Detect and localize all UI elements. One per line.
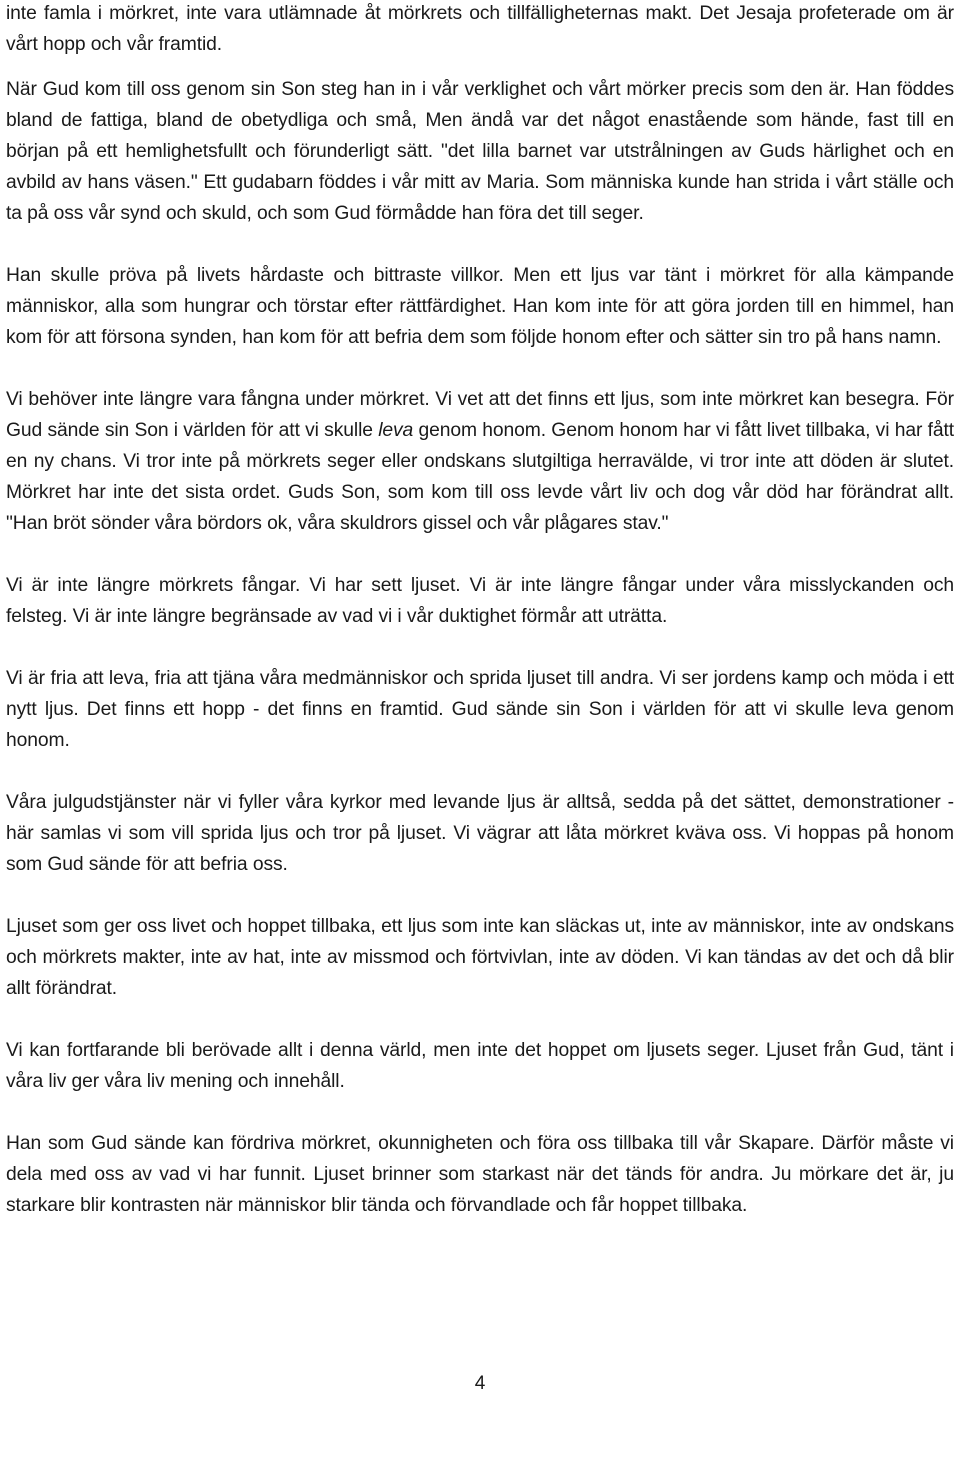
document-page bbox=[6, 0, 954, 1221]
paragraph-10: Han som Gud sände kan fördriva mörkret, okunnigheten och föra oss tillbaka till vår Skapare. Därför måste vi dela med oss av vad vi har funnit. Ljuset brinner som starkast när det tänds för andra. Ju mörkare det är, ju starkare blir kontrasten när människor blir tända och förvandlade och får hoppet tillbaka. bbox=[6, 1133, 954, 1216]
paragraph-9: Vi kan fortfarande bli berövade allt i denna värld, men inte det hoppet om ljusets seger. Ljuset från Gud, tänt i våra liv ger våra liv mening och innehåll. bbox=[6, 1040, 954, 1092]
paragraph-7: Våra julgudstjänster när vi fyller våra kyrkor med levande ljus är alltså, sedda på det sättet, demonstrationer - här samlas vi som vill sprida ljus och tror på ljuset. Vi vägrar att låta mörkret kväva oss. Vi hoppas på honom som Gud sände för att befria oss. bbox=[6, 792, 954, 875]
paragraph-4 bbox=[6, 384, 954, 539]
paragraph-5: Vi är inte längre mörkrets fångar. Vi har sett ljuset. Vi är inte längre fångar under våra misslyckanden och felsteg. Vi är inte längre begränsade av vad vi i vår duktighet förmår att uträtta. bbox=[6, 575, 954, 627]
paragraph-6: Vi är fria att leva, fria att tjäna våra medmänniskor och sprida ljuset till andra. Vi ser jordens kamp och möda i ett nytt ljus. Det finns ett hopp - det finns en framtid. Gud sände sin Son i världen för att vi skulle leva genom honom. bbox=[6, 668, 954, 751]
paragraph-4-text-start: Vi behöver inte längre vara fångna under mörkret. Vi vet att det finns ett ljus, som inte mörkret kan besegra. För Gud sände sin Son i världen för att vi skulle bbox=[6, 389, 954, 441]
paragraph-4-italic-word: leva bbox=[378, 420, 414, 441]
paragraph-3: Han skulle pröva på livets hårdaste och bittraste villkor. Men ett ljus var tänt i mörkret för alla kämpande människor, alla som hungrar och törstar efter rättfärdighet. Han kom inte för att göra jorden till en himmel, han kom för att försona synden, han kom för att befria dem som följde honom efter och sätter sin tro på hans namn. bbox=[6, 265, 954, 348]
page-number: 4 bbox=[474, 1373, 486, 1394]
paragraph-1: inte famla i mörkret, inte vara utlämnade åt mörkrets och tillfälligheternas makt. Det Jesaja profeterade om är vårt hopp och vår framtid. bbox=[6, 3, 954, 55]
paragraph-8: Ljuset som ger oss livet och hoppet tillbaka, ett ljus som inte kan släckas ut, inte av människor, inte av ondskans och mörkrets makter, inte av hat, inte av missmod och förtvivlan, inte av döden. Vi kan tändas av det och då blir allt förändrat. bbox=[6, 916, 954, 999]
paragraph-2: När Gud kom till oss genom sin Son steg han in i vår verklighet och vårt mörker precis som den är. Han föddes bland de fattiga, bland de obetydliga och små, Men ändå var det något enastående som hände, fast till en början på ett hemlighetsfullt och förunderligt sätt. "det lilla barnet var utstrålningen av Guds härlighet och en avbild av hans väsen." Ett gudabarn föddes i vår mitt av Maria. Som människa kunde han strida i vårt ställe och ta på oss vår synd och skuld, och som Gud förmådde han föra det till seger. bbox=[6, 79, 954, 224]
paragraph-4-text-end: genom honom. Genom honom har vi fått livet tillbaka, vi har fått en ny chans. Vi tror inte på mörkrets seger eller ondskans slutgiltiga herravälde, vi tror inte att döden är slutet. Mörkret har inte det sista ordet. Guds Son, som kom till oss levde vårt liv och dog vår död har förändrat allt. "Han bröt sönder våra bördors ok, våra skuldrors gissel och vår plågares stav." bbox=[6, 420, 954, 534]
